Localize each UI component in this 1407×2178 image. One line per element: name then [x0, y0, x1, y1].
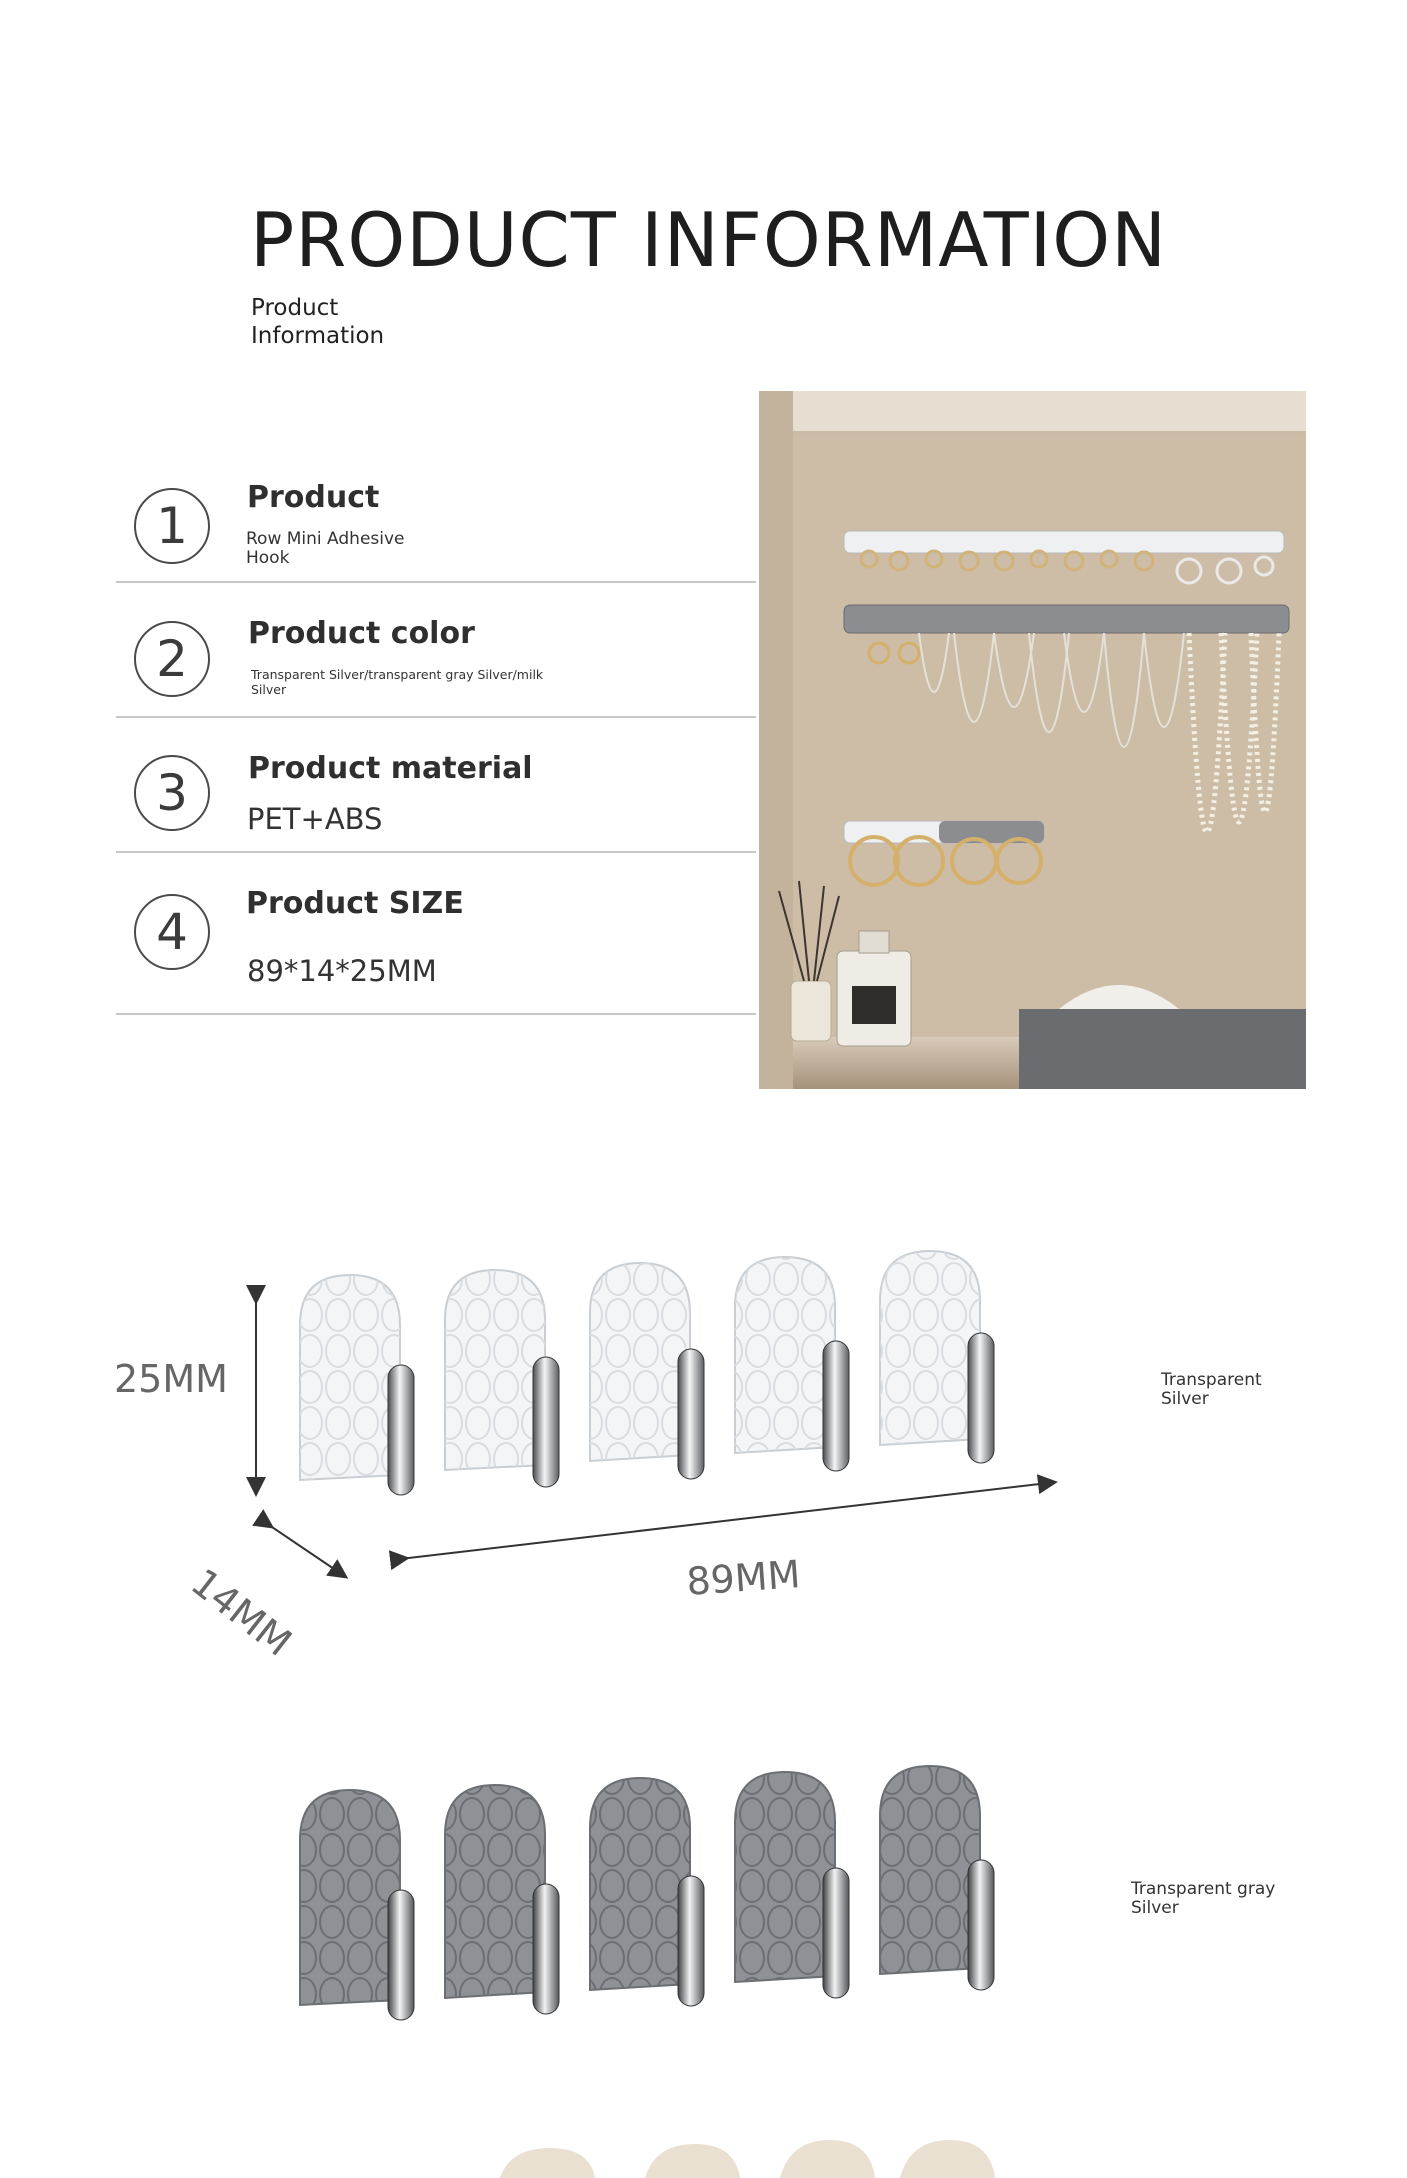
row-heading: Product color [248, 616, 475, 651]
page-subtitle: Product Information [251, 295, 385, 349]
clear-hook-illustration [240, 1225, 1080, 1625]
row-number-badge: 1 [134, 488, 210, 564]
row-value: 89*14*25MM [247, 954, 437, 988]
row-heading: Product material [248, 751, 533, 786]
row-number-badge: 4 [134, 894, 210, 970]
row-number-badge: 2 [134, 621, 210, 697]
depth-label: 14MM [182, 1560, 300, 1665]
variant-label: Transparent gray Silver [1131, 1879, 1276, 1918]
row-heading: Product SIZE [246, 886, 464, 921]
row-divider [116, 1013, 756, 1015]
row-heading: Product [247, 480, 380, 515]
width-label: 89MM [685, 1552, 802, 1604]
lifestyle-photo [759, 391, 1306, 1089]
page-title: PRODUCT INFORMATION [250, 196, 1168, 284]
row-divider [116, 851, 756, 853]
milk-hook-illustration-cropped [480, 2140, 1040, 2178]
row-value: Transparent Silver/transparent gray Silver/milk Silver [251, 667, 544, 697]
gray-hook-illustration [290, 1760, 1050, 2060]
row-value: Row Mini Adhesive Hook [246, 529, 405, 568]
row-value: PET+ABS [247, 802, 383, 836]
height-label: 25MM [114, 1357, 228, 1401]
row-divider [116, 716, 756, 718]
variant-label: Transparent Silver [1161, 1370, 1262, 1409]
row-number-badge: 3 [134, 755, 210, 831]
row-divider [116, 581, 756, 583]
